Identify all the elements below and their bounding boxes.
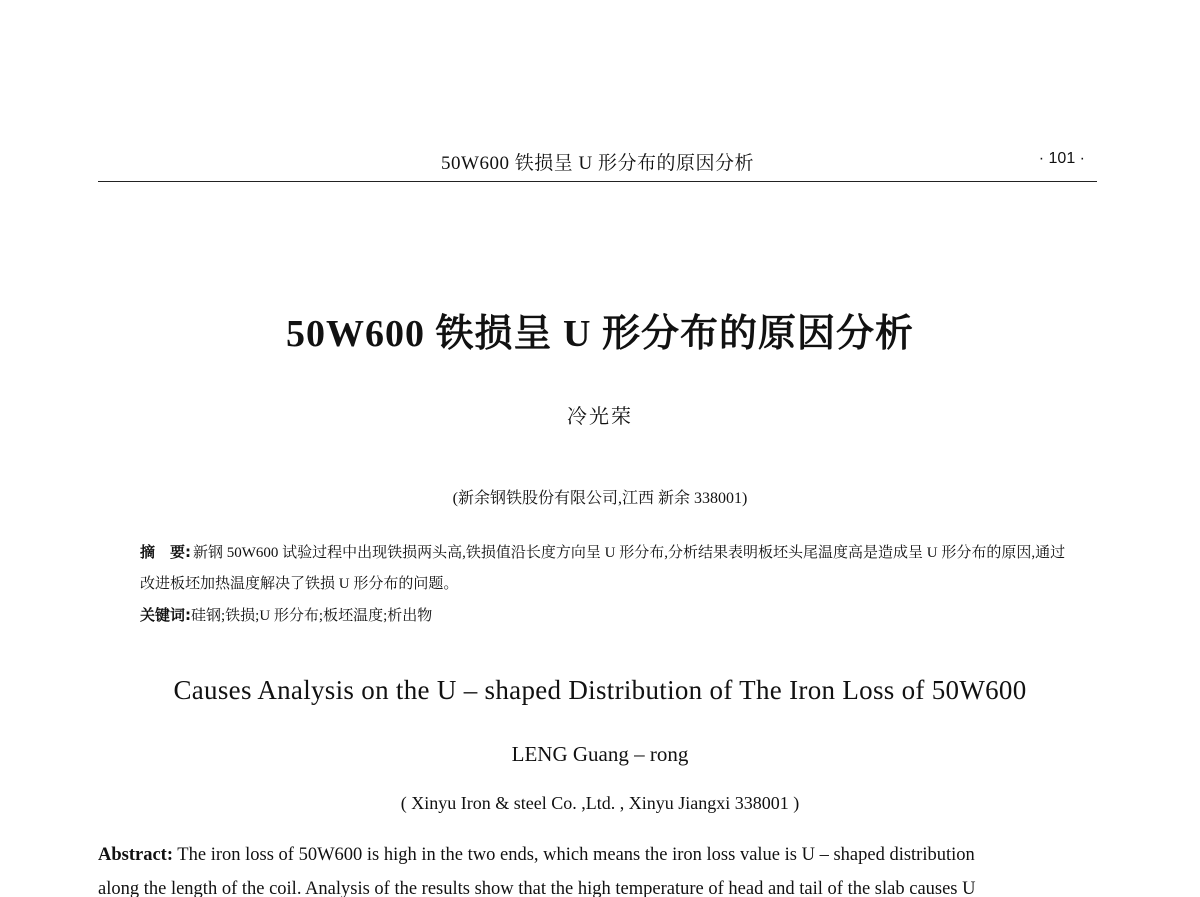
running-header-title: 50W600 铁损呈 U 形分布的原因分析 — [441, 153, 754, 174]
author-zh: 冷光荣 — [567, 406, 633, 428]
affiliation-zh: (新余钢铁股份有限公司,江西 新余 338001) — [452, 490, 748, 507]
paper-title-en: Causes Analysis on the U – shaped Distribution of The Iron Loss of 50W600 — [173, 675, 1027, 705]
running-header — [98, 148, 1097, 178]
paper-title-zh: 50W600 铁损呈 U 形分布的原因分析 — [286, 313, 914, 355]
keywords-zh-label: 关键词: — [140, 606, 191, 624]
abstract-en-line-2: along the length of the coil. Analysis of the results show that the high temperature of head and tail of the slab causes U — [98, 879, 976, 897]
abstract-en — [98, 838, 1098, 897]
abstract-en-text-1: The iron loss of 50W600 is high in the two ends, which means the iron loss value is U – shaped distribution — [173, 845, 975, 865]
abstract-zh-label: 摘 要: — [140, 543, 191, 561]
abstract-en-line-1 — [98, 838, 1098, 872]
author-en: LENG Guang – rong — [511, 742, 689, 766]
page-number: · 101 · — [1038, 150, 1085, 167]
abstract-zh-text: 新钢 50W600 试验过程中出现铁损两头高,铁损值沿长度方向呈 U 形分布,分析结果表明板坯头尾温度高是造成呈 U 形分布的原因,通过改进板坯加热温度解决了铁损 U 形分布的问题。 — [140, 545, 1066, 592]
abstract-en-label: Abstract: — [98, 845, 174, 865]
header-rule — [98, 181, 1097, 182]
affiliation-en: ( Xinyu Iron & steel Co. ,Ltd. , Xinyu Jiangxi 338001 ) — [400, 793, 800, 813]
keywords-zh — [140, 604, 1070, 625]
abstract-zh — [140, 537, 1070, 600]
keywords-zh-text: 硅钢;铁损;U 形分布;板坯温度;析出物 — [191, 608, 433, 624]
